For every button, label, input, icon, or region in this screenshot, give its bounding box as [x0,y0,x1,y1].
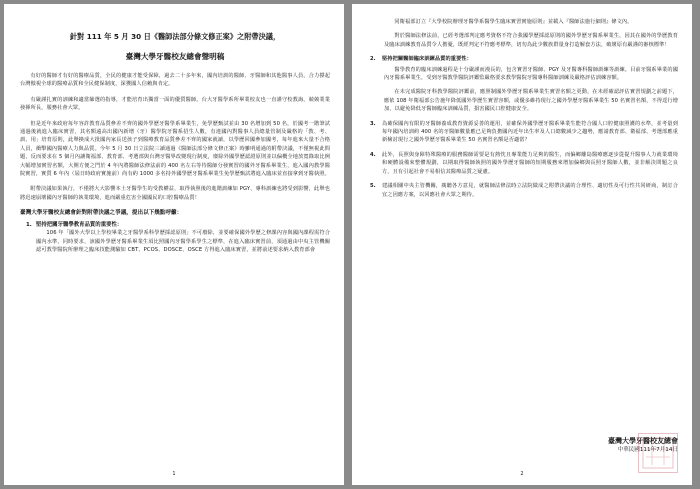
paragraph-4: 附帶決議如果執行，不僅將大大影響本土牙醫學生的受教權益，取得執照後的進階訓練如 PGY、專科訓練也將受到影響，此舉也將迅速崩壞國內牙醫師的執業環境，進而嚴重危害全國國民的口腔醫療品質！ [20,186,330,201]
section-1-number: 1. [26,222,32,229]
item-5 [368,182,678,199]
item-2-title: 堅持把關醫師臨床訓練品質的重要性： [382,56,472,63]
item-2-body-2: 在未完成醫院牙科教學醫院評鑑前，應照制國外學歷牙醫系畢業生實習名額之更動，在未經確認評估實習規劃之前題下，應依 108 年衛福部公告施年降低國外學歷生實習容額，或優多維持現行之國外學歷牙醫系畢業生 50 名實習名額，不得逕行增加，以避免降低牙醫師臨床訓練品質，損害國民口腔健康安全。 [384,89,678,113]
document-page-1 [4,4,344,485]
page-1-content [20,28,330,261]
item-4 [368,151,678,176]
item-4-body: 此外，長照與身障特殊醫療的服務醫師需要是有熱忱且專業能力足夠的醫生，而偏鄉離島醫療應逐步從提升醫事人力就業環境和硬體設備來整體規劃，以期取得醫師執照的國外學歷牙醫師的短期服務來增加偏鄉與長照牙醫師人數，並非解決問題之良方，且有引起社會不易相信其醫療品質之疑慮。 [382,151,678,175]
item-2-heading [368,55,678,63]
item-5-number: 5. [370,183,376,190]
continuation-paragraph-1: 同衛福部訂立『大學校院辦理牙醫學系醫學生臨床實習實施原則』並載入『醫師法施行細則』條文內。 [394,19,633,25]
title-line-2: 臺灣大學牙醫校友總會聲明稿 [125,52,225,61]
item-3-body: 為確保國內有限的牙醫師養成教育資源妥善的運用，並確保外國學歷牙醫系畢業生能符合國人口腔健康照護的水準，並考量到每年國內培訓約 400 名的牙醫師數量應已足夠負擔國內近年出生率及人口總數減少之趨勢，應請教育部、衛福部、考選部應重新檢討現行之國外學歷牙醫系畢業生 50 名實習名額是否適當？ [382,120,678,144]
signature-date: 中華民國111年7月14日 [617,447,678,453]
paragraph-3: 但是近年來政府每年容許教育品質參差不齊的國外學歷牙醫學系畢業生，免學歷甄試並由 30 名增加到 50 名，於國考一階筆試通過後就進入臨床實習，其名額遠高出國內新增（牙）醫學院牙醫系招生人數，有違國內對醫事人員總量管制及嚴格的「教、考、訓、用」培育原則，此舉換成大批國內家長送孩子到醫療教育品質參差不齊的國家就讀，以學歷回國參加國考，每年進來大量不合格人員，衝擊國內醫療人力與品質。今年 5 月 30 日立法院三讀通過《醫師法部分條文修正案》時雖明通過的附帶決議，不僅無視此問題，反而要求在 5 個月內讓衛福部、教育部、考選部與台灣牙醫界改變現行制度，廢除外國學歷認證原則並以偏概全地放寬錄取比例大幅增加實習名額，大開方便之門於 4 年內將醫師法修法前的 400 名左右等待醫師分發實習的國外牙醫系畢業生，進入國內教學醫院實習，實質 6 年內（屆日時政府實施前）尚有約 1000 多名持外國學歷牙醫系畢業生免學歷甄試將進入臨床並直接拿到牙醫執照。 [20,120,330,178]
page-number-1: 1 [172,471,176,477]
signature-organization: 臺灣大學牙醫校友總會 [608,437,678,445]
page-2-content [368,18,678,205]
page-number-2: 2 [520,471,524,477]
signature-block [608,436,678,455]
title-line-1: 針對 111 年 5 月 30 日《醫師法部分條文修正案》之附帶決議， [69,32,281,41]
document-page-2 [352,4,692,485]
section-1-body: 106 年「國外大學以上學校畢業之牙醫學系科學歷採認原則」不可廢除，並要確保國外學歷之修課內容與國內課程需符合國內水準，同時要求，該國外學歷牙醫系畢業生須比照國內牙醫學系學生之標準，在進入臨床實習前，須通過由中央主管機關認可教學醫院所辦理之臨床技能測驗如 CBT、PCOS、DOSCE、OSCE 方得進入臨床實習，並將前述要求納入教育部會 [36,230,330,254]
item-4-number: 4. [370,151,376,158]
call-to-action: 臺灣大學牙醫校友總會針對附帶決議之爭議，提出以下幾點呼籲： [20,210,183,217]
item-2-body-1: 醫學教育的臨床訓練過程是十分嚴謹而漫長的，包含實習牙醫師、PGY 及牙醫專科醫師訓練等訓練。目前牙醫系畢業的國內牙醫系畢業生，受到牙醫教學醫院評鑑監嚴格要求教學醫院牙醫專科醫師訓練及嚴格評估訓練容額。 [384,66,678,82]
continuation-paragraph-2: 對於醫師法修法前，已經考選部判定應考資格不符合我國學歷採認原則的國外學歷牙醫系畢業生，因其在國外的學歷教育及臨床訓練教育品質令人擔憂，既經判定不符應考標準，切勿為此少數族群量身打造解套方法，破壞原有嚴謹的審核標準！ [384,33,678,48]
paragraph-1: 有好的醫師才有好的醫療品質，全民的健康才能受保障，過去二十多年來，國內培訓的醫師、牙醫師和其他醫事人員，合力撐起台灣傲視全球的醫療品質和全民健保制度，深獲國人信賴與肯定。 [20,73,330,88]
section-1-title: 堅持把關牙醫學教育品質的重要性： [36,222,123,229]
item-5-body: 建議相關中央主管機關，廣聽各方意見，就醫師法修法時立法院做成之附帶決議的合理性、適切性及可行性共同研商，制訂合宜之因應方案，以回應社會大眾之期待。 [382,183,678,198]
item-3 [368,120,678,145]
item-3-number: 3. [370,120,376,127]
paragraph-2: 有嚴謹扎實的訓練和適當篩選的指導，才能培育出獨當一面的優質醫師。台大牙醫學系所畢業校友也一直謹守校教誨，兢兢業業發揮所長，服務社會大眾。 [20,96,330,112]
section-1-heading [26,221,330,229]
item-2-number: 2. [370,56,376,63]
